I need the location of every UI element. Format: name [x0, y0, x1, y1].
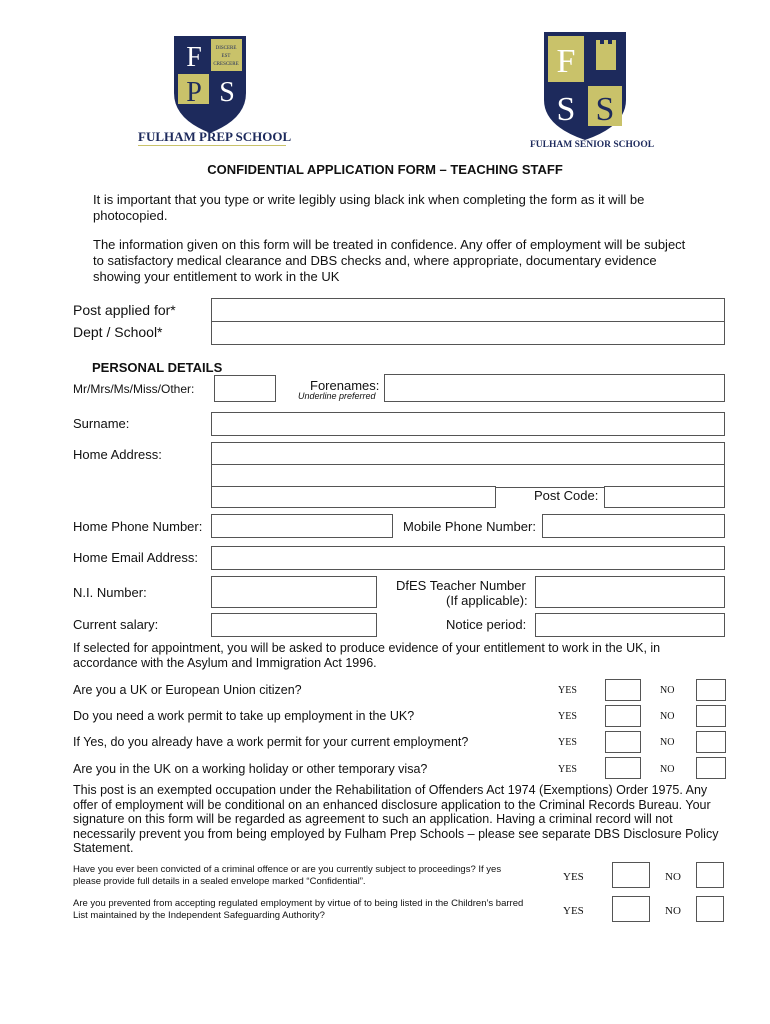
no-checkbox[interactable]	[696, 757, 726, 779]
notice-period-label: Notice period:	[446, 617, 527, 632]
no-label: NO	[660, 764, 675, 775]
yes-checkbox[interactable]	[605, 679, 641, 701]
current-salary-label: Current salary:	[73, 617, 159, 632]
no-label: NO	[660, 711, 675, 722]
question-text: Are you a UK or European Union citizen?	[73, 683, 302, 697]
home-phone-label: Home Phone Number:	[73, 519, 203, 534]
yes-checkbox[interactable]	[605, 757, 641, 779]
ni-number-field[interactable]	[211, 576, 377, 608]
yes-checkbox[interactable]	[605, 731, 641, 753]
no-checkbox[interactable]	[696, 731, 726, 753]
yes-label: YES	[558, 737, 577, 748]
svg-text:S: S	[219, 77, 235, 108]
no-checkbox[interactable]	[696, 896, 724, 922]
yes-label: YES	[558, 711, 577, 722]
fulham-prep-school-logo	[138, 33, 292, 148]
home-phone-field[interactable]	[211, 514, 393, 538]
svg-text:DISCERE: DISCERE	[215, 46, 237, 51]
svg-text:S: S	[556, 91, 576, 128]
senior-crest-icon	[530, 30, 680, 155]
current-salary-field[interactable]	[211, 613, 377, 637]
address-line-3[interactable]	[211, 486, 496, 508]
no-label: NO	[660, 685, 675, 696]
svg-text:F: F	[186, 42, 202, 73]
intro-paragraph-1: It is important that you type or write legibly using black ink when completing the form as it will be photocopied.	[93, 192, 645, 223]
forenames-label: Forenames:	[310, 378, 380, 393]
post-applied-field[interactable]	[211, 298, 725, 322]
post-applied-label: Post applied for*	[73, 302, 176, 318]
ni-number-label: N.I. Number:	[73, 585, 147, 600]
no-label: NO	[660, 737, 675, 748]
dfes-number-field[interactable]	[535, 576, 725, 608]
svg-text:S: S	[595, 91, 615, 128]
post-code-label: Post Code:	[534, 488, 599, 503]
criminal-question-text: Are you prevented from accepting regulated employment by virtue of to being listed in the Children’s barred List maintained by the Independent Safeguarding Authority?	[73, 898, 524, 921]
senior-school-name: FULHAM SENIOR SCHOOL	[530, 140, 655, 150]
yes-checkbox[interactable]	[612, 862, 650, 888]
yes-label: YES	[558, 764, 577, 775]
post-code-field[interactable]	[604, 486, 725, 508]
evidence-paragraph: If selected for appointment, you will be asked to produce evidence of your entitlement to work in the UK, in accordance with the Asylum and Immigration Act 1996.	[73, 641, 661, 670]
dept-school-field[interactable]	[211, 321, 725, 345]
home-email-field[interactable]	[211, 546, 725, 570]
home-address-label: Home Address:	[73, 447, 162, 462]
svg-text:F: F	[556, 43, 576, 80]
svg-text:CRESCERE: CRESCERE	[213, 62, 239, 67]
form-title: CONFIDENTIAL APPLICATION FORM – TEACHING STAFF	[207, 162, 563, 177]
no-checkbox[interactable]	[696, 862, 724, 888]
intro-paragraph-2: The information given on this form will be treated in confidence. Any offer of employment will be subject to satisfactory medical clearance and DBS checks and, where appropriate, documentary evidence showing your entitlement to work in the UK	[93, 237, 686, 284]
question-text: If Yes, do you already have a work permit for your current employment?	[73, 735, 469, 749]
home-email-label: Home Email Address:	[73, 550, 198, 565]
surname-label: Surname:	[73, 416, 130, 431]
yes-checkbox[interactable]	[605, 705, 641, 727]
address-line-1[interactable]	[211, 442, 725, 466]
title-field[interactable]	[214, 375, 276, 402]
dfes-label-line1: DfES Teacher Number	[396, 578, 526, 593]
prep-school-name: FULHAM PREP SCHOOL	[138, 129, 292, 144]
title-label: Mr/Mrs/Ms/Miss/Other:	[73, 382, 195, 396]
question-text: Do you need a work permit to take up employment in the UK?	[73, 709, 415, 723]
dfes-label-line2: (If applicable):	[446, 593, 528, 608]
personal-details-heading: PERSONAL DETAILS	[92, 360, 223, 375]
question-text: Are you in the UK on a working holiday or other temporary visa?	[73, 762, 428, 776]
prep-name-underline	[138, 145, 286, 146]
address-line-2[interactable]	[211, 464, 725, 488]
surname-field[interactable]	[211, 412, 725, 436]
forenames-field[interactable]	[384, 374, 725, 402]
svg-text:P: P	[186, 77, 202, 108]
no-checkbox[interactable]	[696, 705, 726, 727]
notice-period-field[interactable]	[535, 613, 725, 637]
svg-text:EST: EST	[221, 54, 231, 59]
fulham-senior-school-logo	[530, 30, 680, 155]
no-label: NO	[665, 871, 681, 883]
mobile-phone-field[interactable]	[542, 514, 725, 538]
yes-label: YES	[563, 905, 584, 917]
rehabilitation-paragraph: This post is an exempted occupation under the Rehabilitation of Offenders Act 1974 (Exemptions) Order 1975. Any offer of employment will be conditional on an enhanced disclosure application to the Criminal Records Bureau. Your signature on this form will be regarded as agreement to such an application. Having a criminal record will not necessarily prevent you from being employed by Fulham Prep Schools – please see separate DBS Disclosure Policy Statement.	[73, 783, 719, 855]
criminal-question-text: Have you ever been convicted of a criminal offence or are you currently subject to proceedings? If yes please provide full details in a sealed envelope marked “Confidential”.	[73, 864, 502, 887]
no-label: NO	[665, 905, 681, 917]
forenames-note: Underline preferred	[298, 391, 376, 401]
no-checkbox[interactable]	[696, 679, 726, 701]
yes-label: YES	[563, 871, 584, 883]
yes-checkbox[interactable]	[612, 896, 650, 922]
yes-label: YES	[558, 685, 577, 696]
dept-school-label: Dept / School*	[73, 324, 163, 340]
mobile-phone-label: Mobile Phone Number:	[403, 519, 536, 534]
